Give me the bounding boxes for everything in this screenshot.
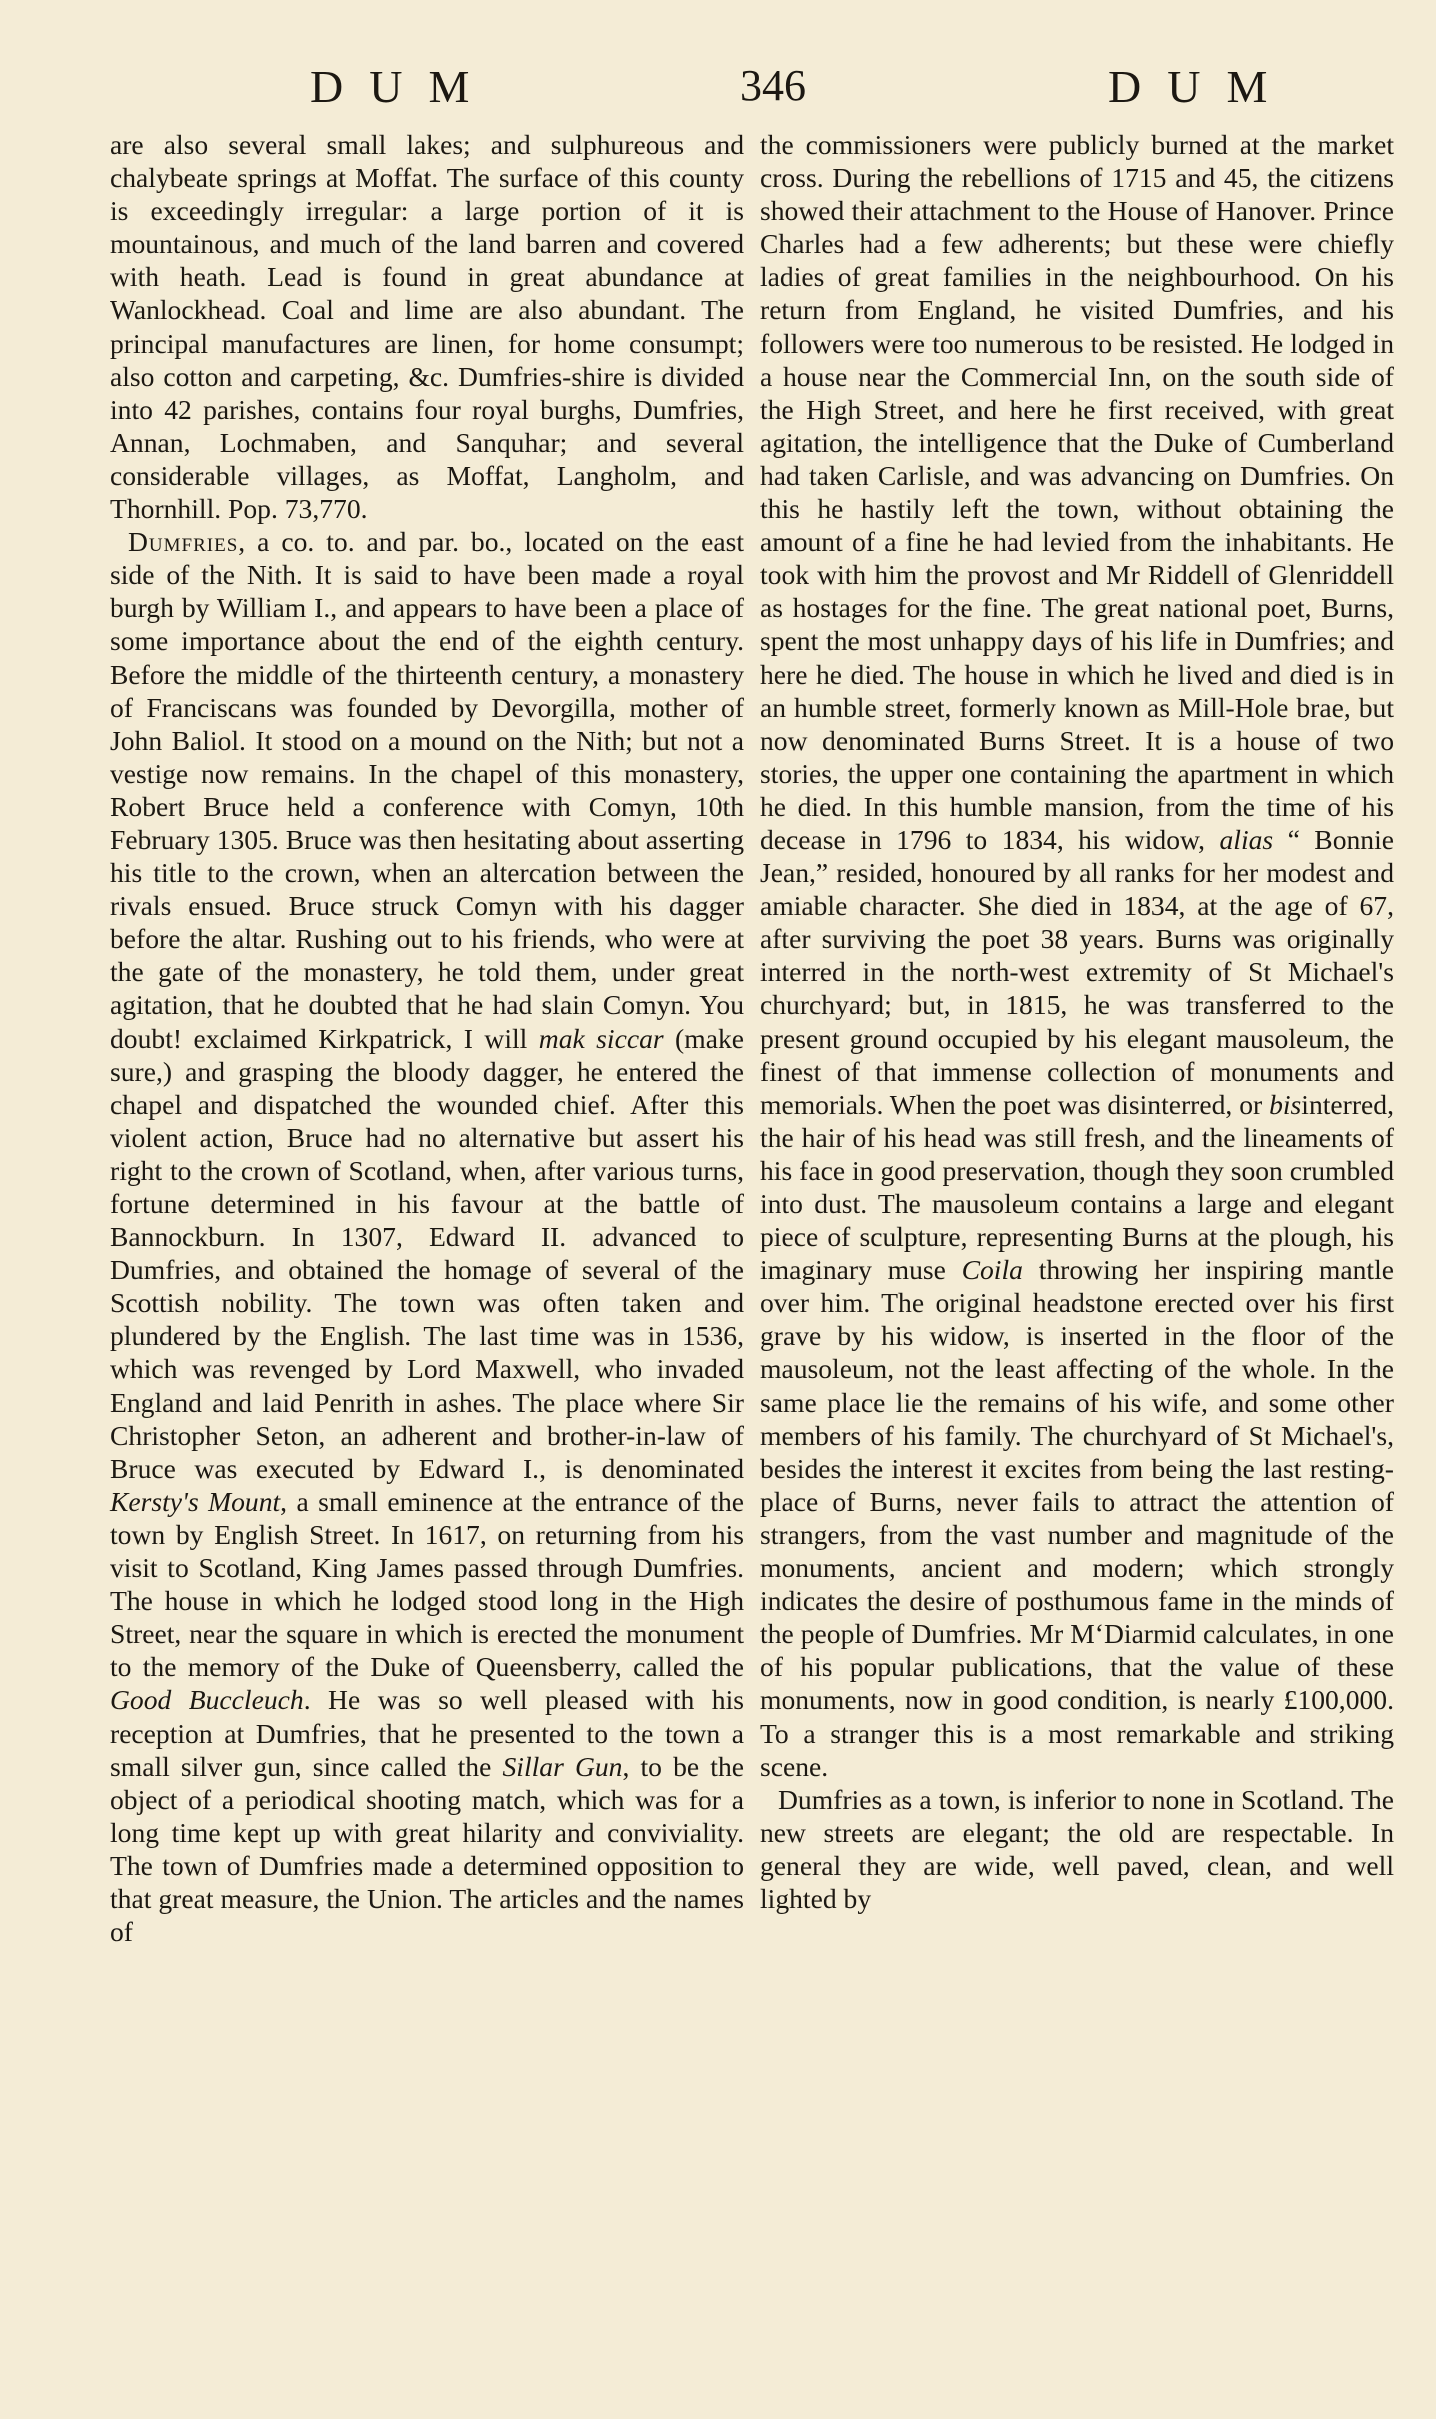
right-column [760, 128, 1394, 1948]
entry-headword: Dumfries [128, 526, 239, 558]
text-run: “ Bonnie Jean,” resided, honoured by all ranks for her modest and amiable character. She died in 1834, at the age of 67, after surviving the poet 38 years. Burns was originally interred in the north-west extremity of St Michael's churchyard; but, in 1815, he was transferred to the present ground occupied by his elegant mausoleum, the finest of that immense collection of monuments and memorials. When the poet was disinterred, or [760, 823, 1394, 1120]
italic-phrase: mak siccar [538, 1022, 664, 1054]
text-run: , to be the object of a periodical shooting match, which was for a long time kept up with great hilarity and conviviality. The town of Dumfries made a determined opposition to that great measure, the Union. The articles and the names of [110, 1750, 745, 1948]
text-run: (make sure,) and grasping the bloody dagger, he entered the chapel and dispatched the wounded chief. After this violent action, Bruce had no alternative but assert his right to the crown of Scotland, when, after various turns, fortune determined in his favour at the battle of Bannockburn. In 1307, Edward II. advanced to Dumfries, and obtained the homage of several of the Scottish nobility. The town was often taken and plundered by the English. The last time was in 1536, which was revenged by Lord Maxwell, who invaded England and laid Penrith in ashes. The place where Sir Christopher Seton, an adherent and brother-in-law of Bruce was executed by Edward I., is denominated [110, 1022, 744, 1484]
text-run: interred, the hair of his head was still fresh, and the lineaments of his face in good preservation, though they soon crumbled into dust. The mausoleum contains a large and elegant piece of sculpture, representing Burns at the plough, his imaginary muse [760, 1088, 1394, 1286]
paragraph-burns-history [760, 128, 1394, 1783]
running-header [110, 60, 1394, 122]
text-run: . He was so well pleased with his reception at Dumfries, that he presented to the town a small silver gun, since called the [110, 1684, 744, 1782]
header-right-word: DUM [1108, 61, 1294, 112]
text-columns [110, 128, 1394, 1948]
paragraph-county-description: are also several small lakes; and sulphureous and chalybeate springs at Moffat. The surface of this county is exceedingly irregular: a large portion of it is mountainous, and much of the land barren and covered with heath. Lead is found in great abundance at Wanlockhead. Coal and lime are also abundant. The principal manufactures are linen, for home consumpt; also cotton and carpeting, &c. Dumfries-shire is divided into 42 parishes, contains four royal burghs, Dumfries, Annan, Lochmaben, and Sanquhar; and several considerable villages, as Moffat, Langholm, and Thornhill. Pop. 73,770. [110, 129, 744, 525]
left-column [110, 128, 744, 1948]
italic-phrase: bis [1269, 1088, 1302, 1120]
italic-phrase: Sillar Gun [502, 1750, 623, 1782]
paragraph-dumfries-history [110, 525, 744, 1948]
italic-phrase: alias [1219, 823, 1274, 855]
paragraph-town-description: Dumfries as a town, is inferior to none in Scotland. The new streets are elegant; the old are respectable. In general they are wide, well paved, clean, and well lighted by [760, 1783, 1394, 1914]
italic-phrase: Good Buccleuch [110, 1684, 304, 1716]
text-run: , a co. to. and par. bo., located on the east side of the Nith. It is said to have been made a royal burgh by William I., and appears to have been a place of some importance about the end of the eighth century. Before the middle of the thirteenth century, a monastery of Franciscans was founded by Devorgilla, mother of John Baliol. It stood on a mound on the Nith; but not a vestige now remains. In the chapel of this monastery, Robert Bruce held a conference with Comyn, 10th February 1305. Bruce was then hesitating about asserting his title to the crown, when an altercation between the rivals ensued. Bruce struck Comyn with his dagger before the altar. Rushing out to his friends, who were at the gate of the monastery, he told them, under great agitation, that he doubted that he had slain Comyn. You doubt! exclaimed Kirkpatrick, I will [110, 526, 744, 1054]
header-left-word: DUM [310, 61, 496, 112]
text-run: the commissioners were publicly burned at the market cross. During the rebellions of 1715 and 45, the citizens showed their attachment to the House of Hanover. Prince Charles had a few adherents; but these were chiefly ladies of great families in the neighbourhood. On his return from England, he visited Dumfries, and his followers were too numerous to be resisted. He lodged in a house near the Commercial Inn, on the south side of the High Street, and here he first received, with great agitation, the intelligence that the Duke of Cumberland had taken Carlisle, and was advancing on Dumfries. On this he hastily left the town, without obtaining the amount of a fine he had levied from the inhabitants. He took with him the provost and Mr Riddell of Glenriddell as hostages for the fine. The great national poet, Burns, spent the most unhappy days of his life in Dumfries; and here he died. The house in which he lived and died is in an humble street, formerly known as Mill-Hole brae, but now denominated Burns Street. It is a house of two stories, the upper one containing the apartment in which he died. In this humble mansion, from the time of his decease in 1796 to 1834, his widow, [760, 129, 1394, 855]
text-run: throwing her inspiring mantle over him. The original headstone erected over his first grave by his widow, is inserted in the floor of the mausoleum, not the least affecting of the whole. In the same place lie the remains of his wife, and some other members of his family. The churchyard of St Michael's, besides the interest it excites from being the last resting-place of Burns, never fails to attract the attention of strangers, from the vast number and magnitude of the monuments, ancient and modern; which strongly indicates the desire of posthumous fame in the minds of the people of Dumfries. Mr M‘Diarmid calculates, in one of his popular publications, that the value of these monuments, now in good condition, is nearly £100,000. To a stranger this is a most remarkable and striking scene. [760, 1254, 1394, 1782]
italic-phrase: Kersty's Mount [110, 1485, 281, 1517]
page-number: 346 [740, 61, 806, 110]
text-run: , a small eminence at the entrance of the town by English Street. In 1617, on returning from his visit to Scotland, King James passed through Dumfries. The house in which he lodged stood long in the High Street, near the square in which is erected the monument to the memory of the Duke of Queensberry, called the [110, 1485, 744, 1683]
italic-phrase: Coila [961, 1254, 1023, 1286]
